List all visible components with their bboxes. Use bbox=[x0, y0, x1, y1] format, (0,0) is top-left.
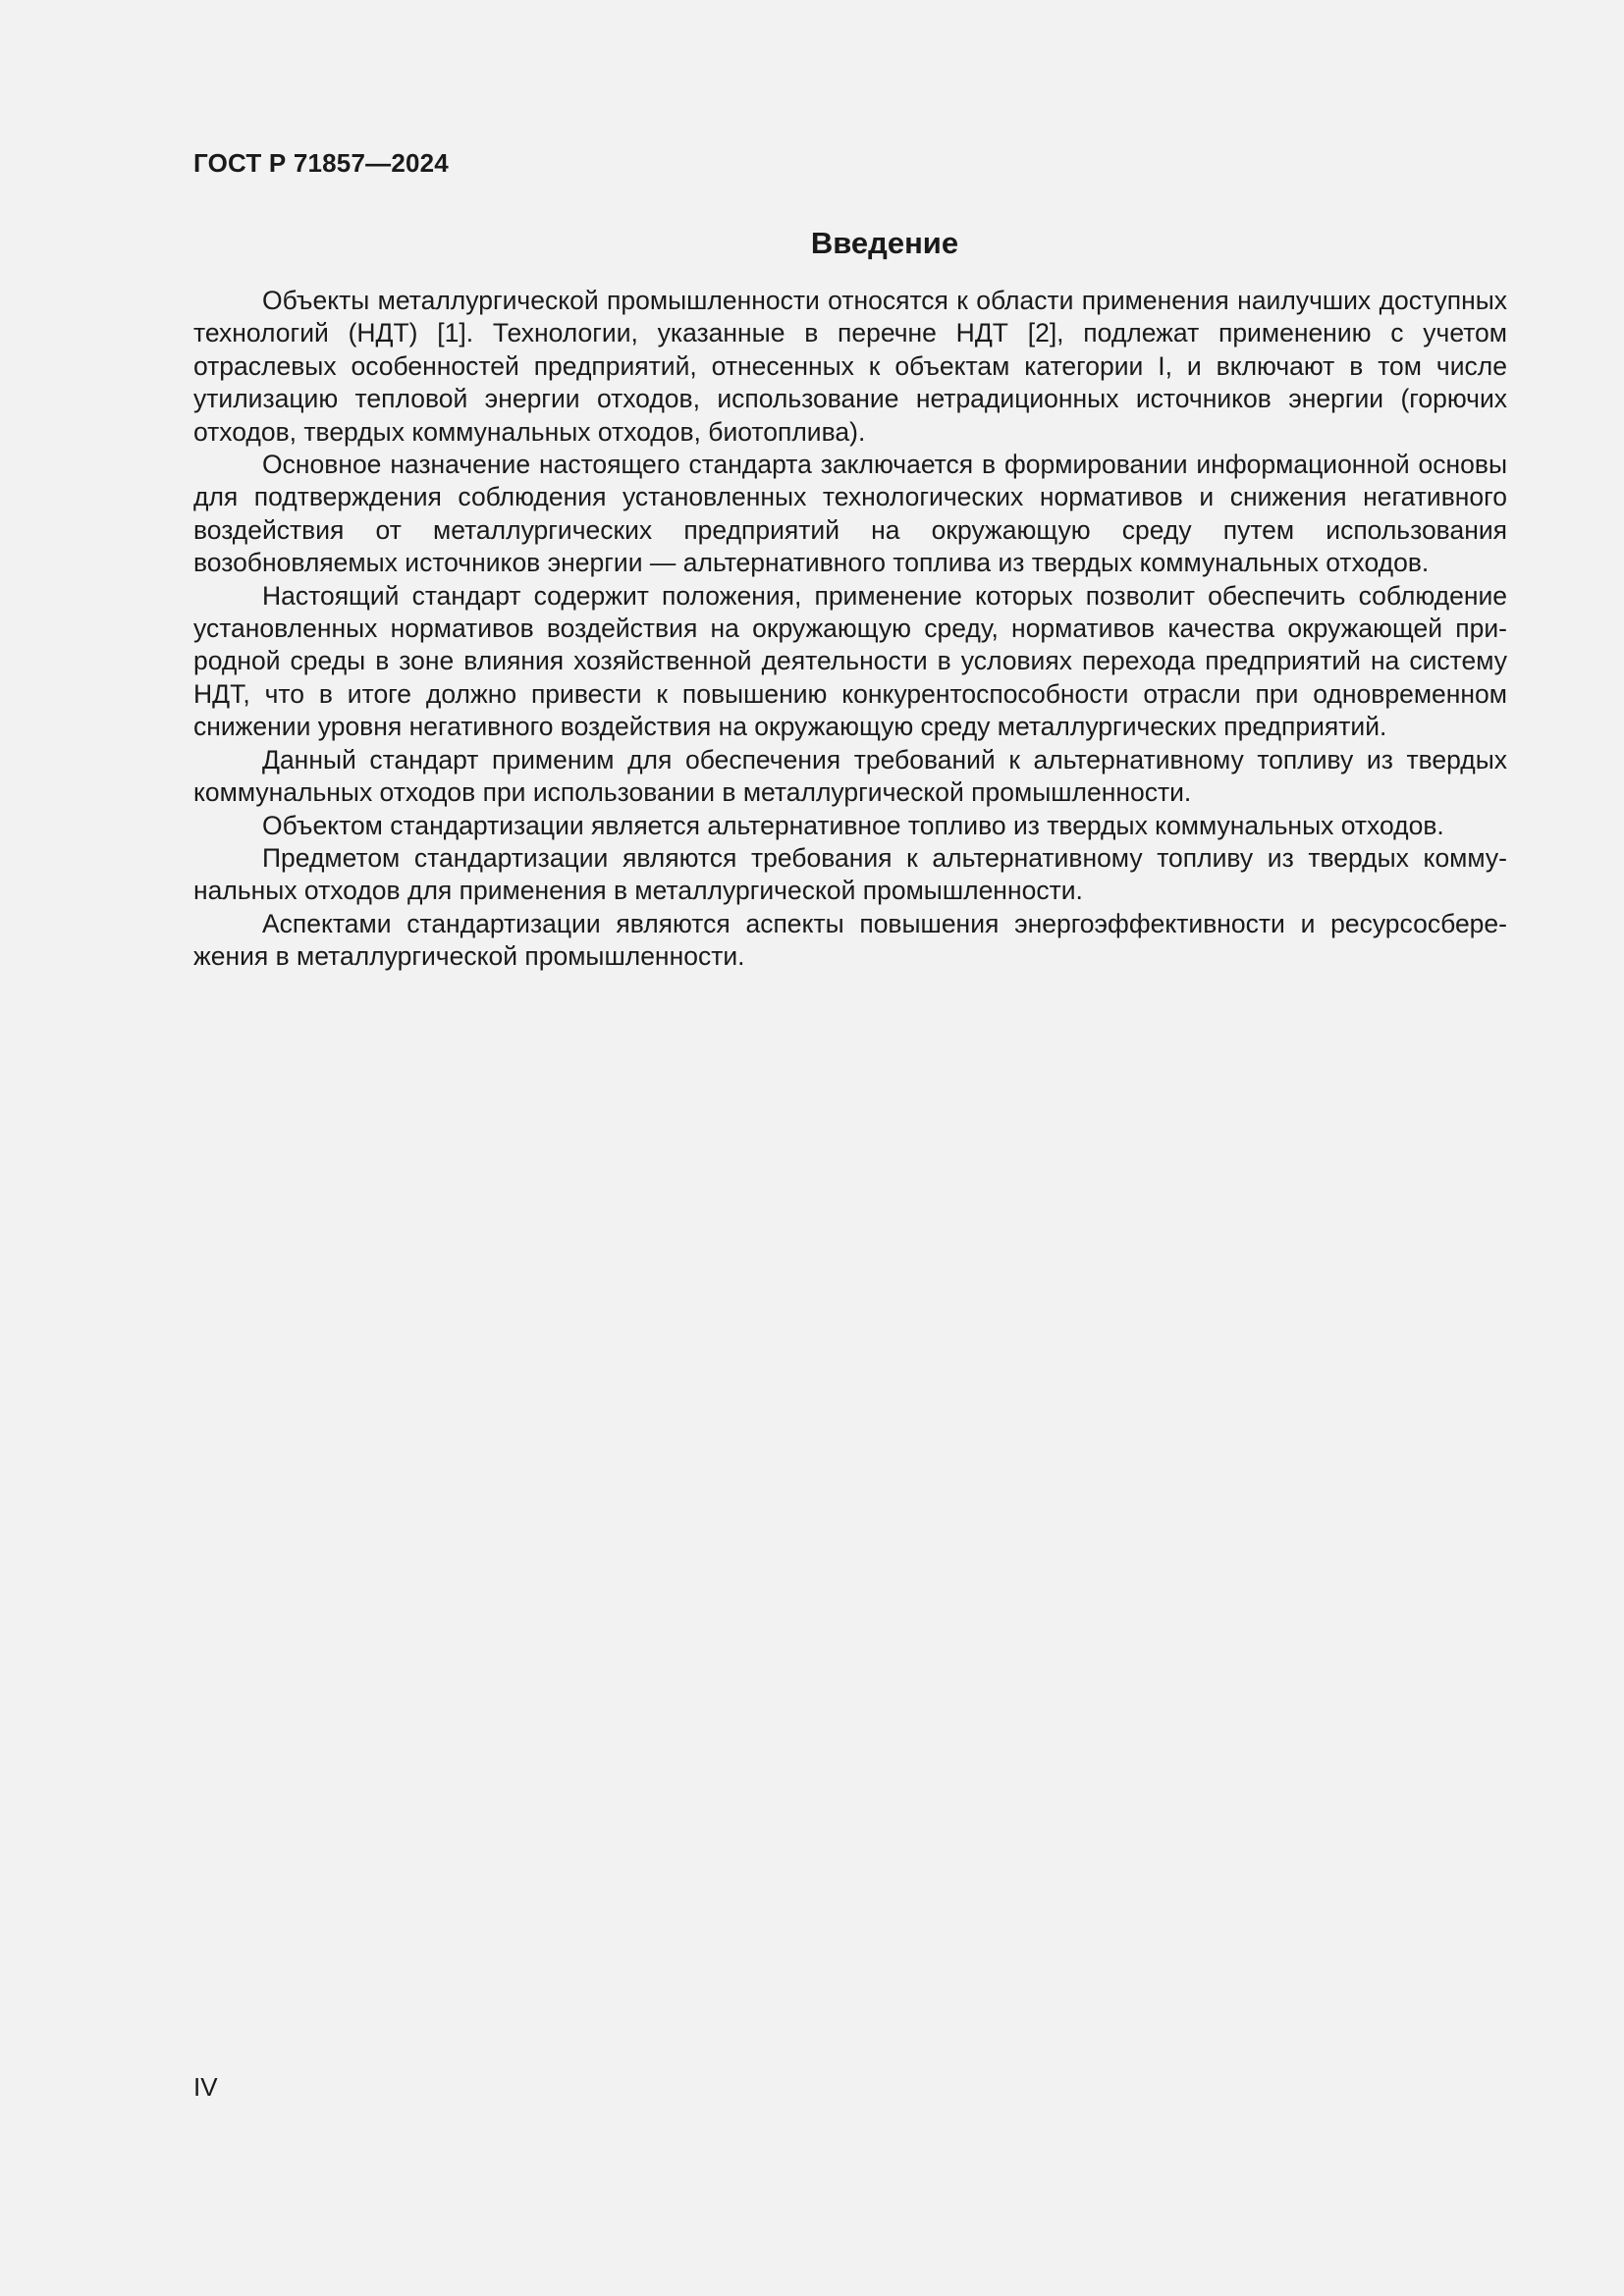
paragraph: Основное назначение настоящего стандарта заключается в формировании информационной основы для подтверждения соблюдения установленных технологических нормативов и снижения негативного воздействия от металлургических предприятий на окружающую среду путем использования возобновляемых источников энергии — альтернативного топлива из твердых коммунальных отходов. bbox=[193, 450, 1507, 578]
paragraph: Объектом стандартизации является альтернативное топливо из твердых коммунальных отходов. bbox=[262, 810, 1444, 840]
document-code-header: ГОСТ Р 71857—2024 bbox=[193, 148, 449, 178]
paragraph: Предметом стандартизации являются требования к альтернативному топливу из твердых коммунальных отходов для применения в металлургической промышленности. bbox=[193, 842, 1507, 906]
section-title: Введение bbox=[810, 226, 959, 260]
body-text bbox=[193, 285, 1507, 974]
paragraph: Аспектами стандартизации являются аспекты повышения энергоэффективности и ресурсосбережения в металлургической промышленности. bbox=[193, 908, 1507, 972]
paragraph: Объекты металлургической промышленности относятся к области применения наилучших доступных технологий (НДТ) [1]. Технологии, указанные в перечне НДТ [2], подлежат применению с учетом отраслевых особенностей предприятий, отнесенных к объектам категории I, и включают в том числе утилизацию тепловой энергии отходов, использование нетрадиционных источников энергии (горючих отходов, твердых коммунальных отходов, биотоплива). bbox=[193, 286, 1507, 447]
paragraph: Данный стандарт применим для обеспечения требований к альтернативному топливу из твердых коммунальных отходов при использовании в металлургической промышленности. bbox=[193, 744, 1507, 808]
paragraph: Настоящий стандарт содержит положения, применение которых позволит обеспечить соблюдение установленных нормативов воздействия на окружающую среду, нормативов качества окружающей природной среды в зоне влияния хозяйственной деятельности в условиях перехода предприятий на систему НДТ, что в итоге должно привести к повышению конкурентоспособности отрасли при одновременном снижении уровня негативного воздействия на окружающую среду металлургических предприятий. bbox=[193, 580, 1507, 742]
page-number: IV bbox=[193, 2072, 218, 2102]
